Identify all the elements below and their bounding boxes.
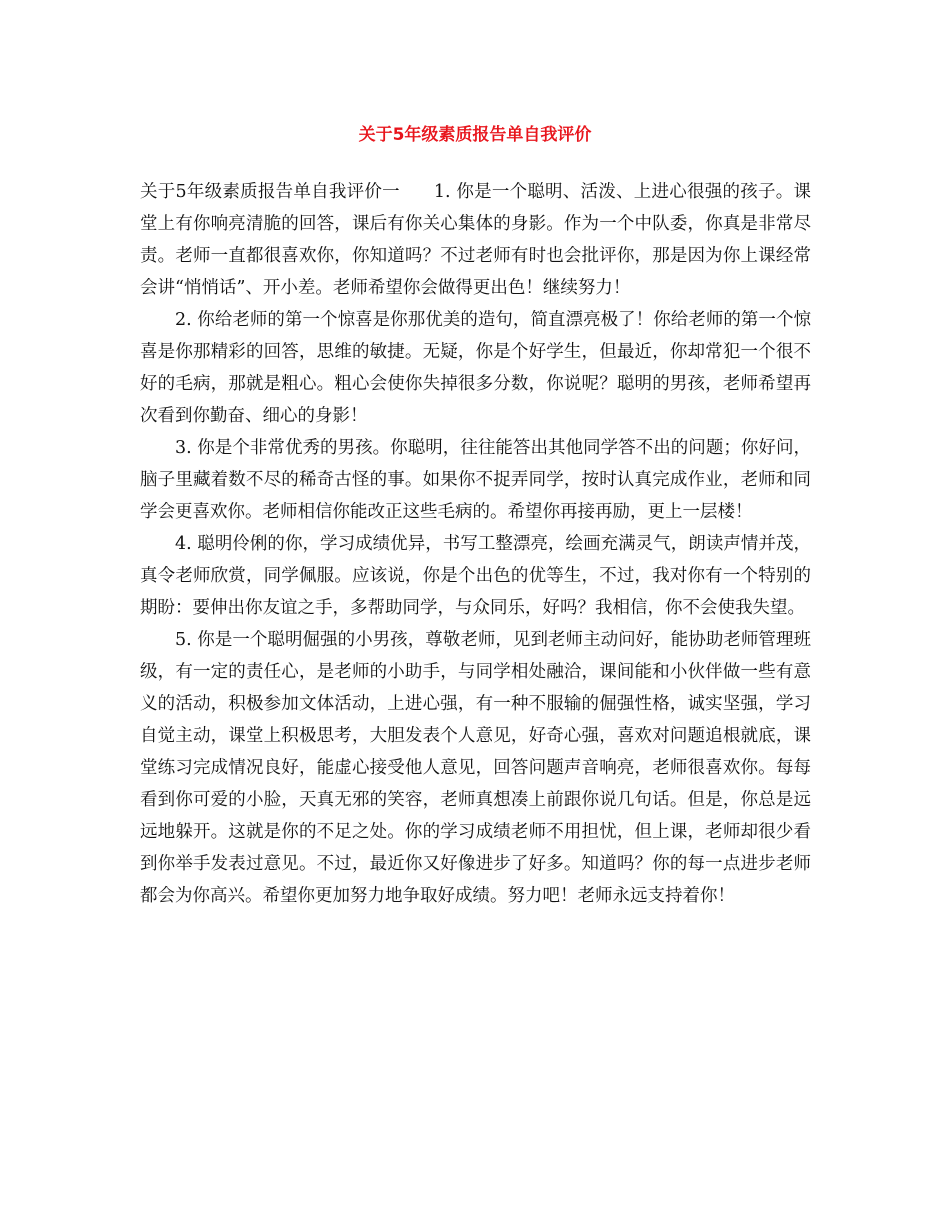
paragraph-2: 2. 你给老师的第一个惊喜是你那优美的造句，简直漂亮极了！你给老师的第一个惊喜是你那精彩的回答，思维的敏捷。无疑，你是个好学生，但最近，你却常犯一个很不好的毛病，那就是粗心。粗心会使你失掉很多分数，你说呢？聪明的男孩，老师希望再次看到你勤奋、细心的身影！ [140, 310, 811, 426]
paragraph-1-text: 1. 你是一个聪明、活泼、上进心很强的孩子。课堂上有你响亮清脆的回答，课后有你关心集体的身影。作为一个中队委，你真是非常尽责。老师一直都很喜欢你，你知道吗？不过老师有时也会批评你，那是因为你上课经常会讲“悄悄话”、开小差。老师希望你会做得更出色！继续努力！ [140, 182, 811, 298]
intro-text: 关于5年级素质报告单自我评价一 [140, 182, 400, 202]
paragraph-4: 4. 聪明伶俐的你，学习成绩优异，书写工整漂亮，绘画充满灵气，朗读声情并茂，真令老师欣赏，同学佩服。应该说，你是个出色的优等生，不过，我对你有一个特别的期盼：要伸出你友谊之手，多帮助同学，与众同乐，好吗？我相信，你不会使我失望。 [140, 534, 811, 618]
paragraph-3: 3. 你是个非常优秀的男孩。你聪明，往往能答出其他同学答不出的问题；你好问，脑子里藏着数不尽的稀奇古怪的事。如果你不捉弄同学，按时认真完成作业，老师和同学会更喜欢你。老师相信你能改正这些毛病的。希望你再接再励，更上一层楼！ [140, 438, 811, 522]
paragraph-1 [140, 176, 811, 304]
document-body [140, 176, 811, 912]
document-title: 关于5年级素质报告单自我评价 [358, 125, 592, 145]
paragraph-5: 5. 你是一个聪明倔强的小男孩，尊敬老师，见到老师主动问好，能协助老师管理班级，有一定的责任心，是老师的小助手，与同学相处融洽，课间能和小伙伴做一些有意义的活动，积极参加文体活动，上进心强，有一种不服输的倔强性格，诚实坚强，学习自觉主动，课堂上积极思考，大胆发表个人意见，好奇心强，喜欢对问题追根就底，课堂练习完成情况良好，能虚心接受他人意见，回答问题声音响亮，老师很喜欢你。每每看到你可爱的小脸，天真无邪的笑容，老师真想凑上前跟你说几句话。但是，你总是远远地躲开。这就是你的不足之处。你的学习成绩老师不用担忧，但上课，老师却很少看到你举手发表过意见。不过，最近你又好像进步了好多。知道吗？你的每一点进步老师都会为你高兴。希望你更加努力地争取好成绩。努力吧！老师永远支持着你！ [140, 630, 811, 906]
